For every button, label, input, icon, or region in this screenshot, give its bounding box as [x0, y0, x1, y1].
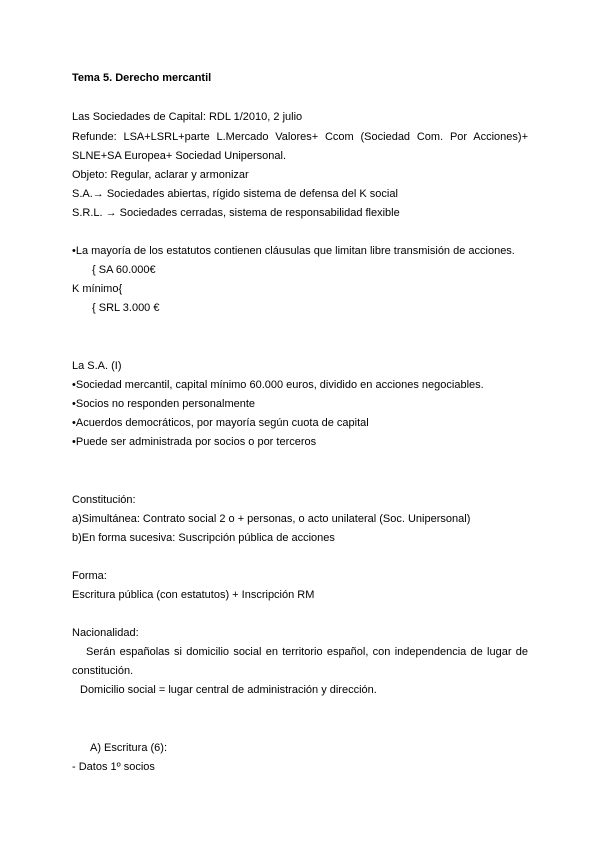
constitucion-item-b: b)En forma sucesiva: Suscripción pública de acciones: [72, 532, 335, 544]
constitucion-heading: Constitución:: [72, 494, 136, 506]
intro-line-refunde: Refunde: LSA+LSRL+parte L.Mercado Valores+ Ccom (Sociedad Com. Por Acciones)+: [72, 131, 528, 143]
nacionalidad-line-1: Serán españolas si domicilio social en territorio español, con independencia de lugar de: [86, 646, 528, 658]
intro-line-srl: S.R.L. → Sociedades cerradas, sistema de responsabilidad flexible: [72, 207, 400, 219]
capital-bullet: •La mayoría de los estatutos contienen cláusulas que limitan libre transmisión de acciones.: [72, 245, 515, 257]
nacionalidad-line-2: constitución.: [72, 665, 134, 677]
sa-bullet-item: •Puede ser administrada por socios o por terceros: [72, 436, 317, 448]
intro-line-sa: S.A.→ Sociedades abiertas, rígido sistema de defensa del K social: [72, 188, 398, 200]
constitucion-item-a: a)Simultánea: Contrato social 2 o + personas, o acto unilateral (Soc. Unipersonal): [72, 513, 471, 525]
intro-line-slne: SLNE+SA Europea+ Sociedad Unipersonal.: [72, 150, 287, 162]
capital-srl-amount: { SRL 3.000 €: [92, 302, 160, 314]
forma-heading: Forma:: [72, 570, 107, 582]
sa-bullet-item: •Acuerdos democráticos, por mayoría según cuota de capital: [72, 417, 369, 429]
sa-bullet-item: •Sociedad mercantil, capital mínimo 60.000 euros, dividido en acciones negociables.: [72, 379, 484, 391]
intro-line-ley: Las Sociedades de Capital: RDL 1/2010, 2 julio: [72, 111, 303, 123]
sa-bullet-item: •Socios no responden personalmente: [72, 398, 256, 410]
escritura-heading: A) Escritura (6):: [90, 742, 168, 754]
document-title: Tema 5. Derecho mercantil: [72, 72, 212, 84]
sa-section-heading: La S.A. (I): [72, 360, 122, 372]
intro-line-objeto: Objeto: Regular, aclarar y armonizar: [72, 169, 249, 181]
capital-sa-amount: { SA 60.000€: [92, 264, 156, 276]
capital-label: K mínimo{: [72, 283, 123, 295]
nacionalidad-heading: Nacionalidad:: [72, 627, 139, 639]
escritura-item-datos: - Datos 1º socios: [72, 761, 155, 773]
nacionalidad-line-3: Domicilio social = lugar central de administración y dirección.: [80, 684, 377, 696]
forma-text: Escritura pública (con estatutos) + Inscripción RM: [72, 589, 315, 601]
